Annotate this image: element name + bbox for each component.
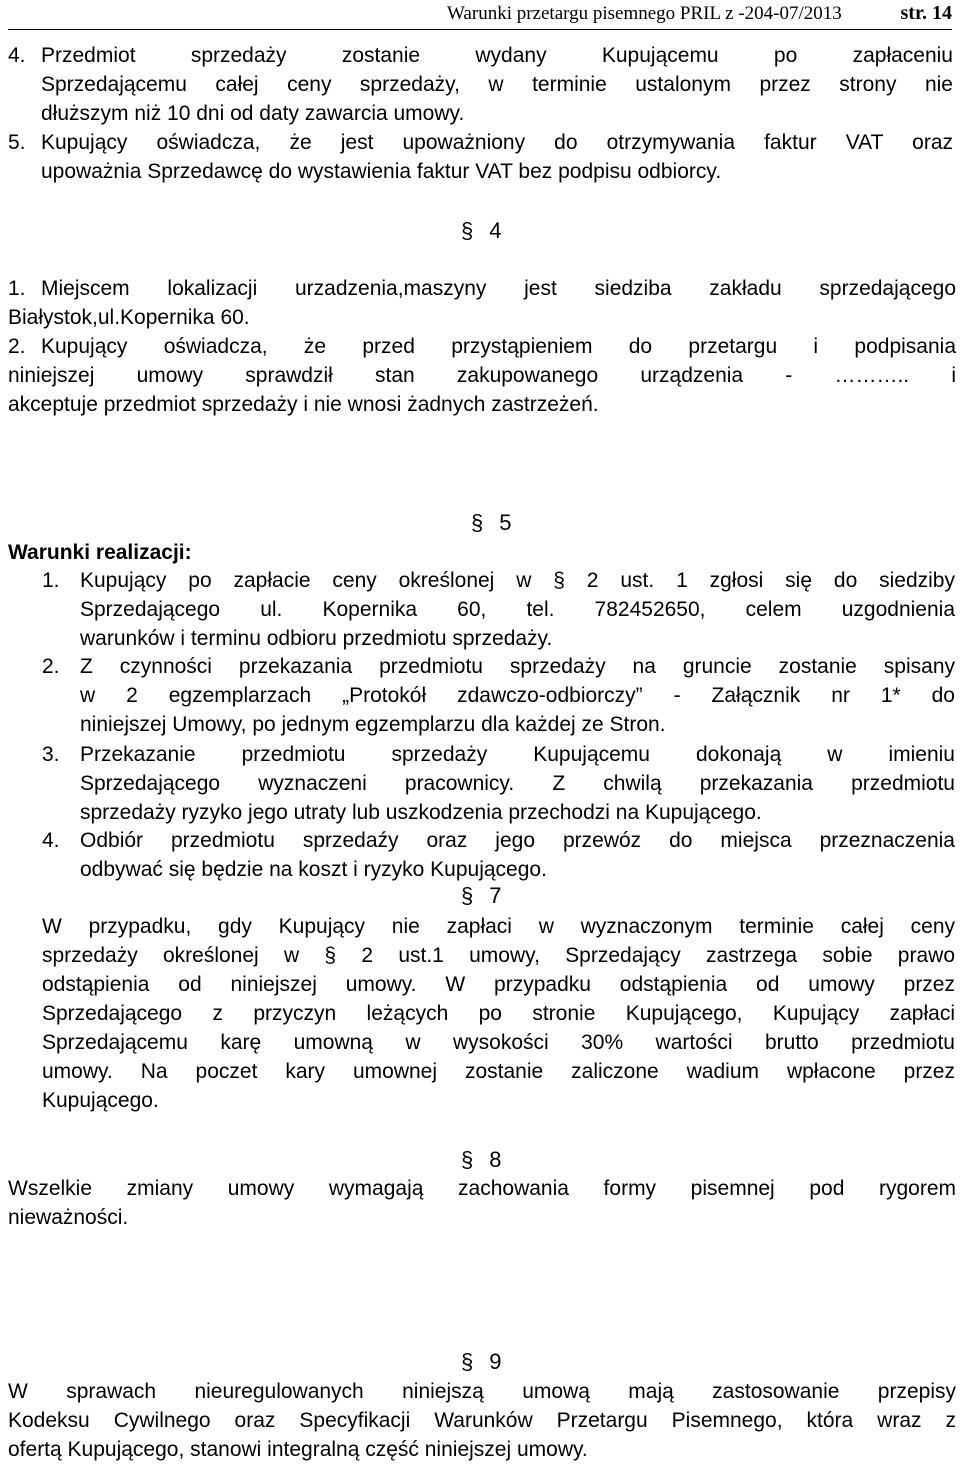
text-line: Kupujący oświadcza, że jest upoważniony do otrzymywania faktur VAT oraz (41, 131, 953, 154)
text-line: niniejszej umowy sprawdził stan zakupowanego urządzenia - ……….. i (8, 364, 956, 387)
text-line: akceptuje przedmiot sprzedaży i nie wnosi żadnych zastrzeżeń. (8, 393, 599, 416)
text-line: nieważności. (8, 1206, 129, 1229)
header-rule (8, 29, 952, 30)
text-line: Kodeksu Cywilnego oraz Specyfikacji Warunków Przetargu Pisemnego, która wraz z (8, 1409, 956, 1432)
section-heading-5 (471, 509, 512, 537)
section-symbol: § (471, 510, 484, 535)
section-heading-4 (461, 217, 502, 245)
text-line: Przedmiot sprzedaży zostanie wydany Kupującemu po zapłaceniu (41, 44, 953, 67)
text-line: W przypadku, gdy Kupujący nie zapłaci w wyznaczonym terminie całej ceny (42, 915, 955, 938)
text-line: Sprzedającego z przyczyn leżących po stronie Kupującego, Kupujący zapłaci (42, 1002, 955, 1025)
section-heading-8 (461, 1146, 502, 1174)
text-line: niniejszej Umowy, po jednym egzemplarzu dla każdej ze Stron. (80, 713, 666, 736)
text-line: ofertą Kupującego, stanowi integralną część niniejszej umowy. (8, 1438, 588, 1461)
section-symbol: § (461, 883, 474, 908)
section-number: 9 (489, 1349, 502, 1374)
text-line: Sprzedającemu karę umowną w wysokości 30% wartości brutto przedmiotu (42, 1031, 955, 1054)
text-line: Z czynności przekazania przedmiotu sprzedaży na gruncie zostanie spisany (80, 655, 955, 678)
text-line: Sprzedającego wyznaczeni pracownicy. Z chwilą przekazania przedmiotu (80, 772, 955, 795)
text-line: sprzedaży określonej w § 2 ust.1 umowy, Sprzedający zastrzega sobie prawo (42, 944, 955, 967)
item-number: 2. (42, 655, 60, 678)
item-number: 2. (8, 335, 26, 358)
running-header (0, 0, 952, 27)
section-number: 7 (489, 883, 502, 908)
text-line: Białystok,ul.Kopernika 60. (8, 306, 250, 329)
text-line: sprzedaży ryzyko jego utraty lub uszkodzenia przechodzi na Kupującego. (80, 801, 762, 824)
paragraph-s7 (42, 912, 955, 1115)
text-line: Kupujący po zapłacie ceny określonej w § 2 ust. 1 zgłosi się do siedziby (80, 569, 955, 592)
document-title: Warunki przetargu pisemnego PRIL z -204-07/2013 (447, 3, 842, 24)
text-line: w 2 egzemplarzach „Protokół zdawczo-odbiorczy” - Załącznik nr 1* do (80, 684, 955, 707)
text-line: umowy. Na poczet kary umownej zostanie zaliczone wadium wpłacone przez (42, 1060, 955, 1083)
section-number: 4 (489, 218, 502, 243)
paragraph-s9 (8, 1377, 956, 1464)
text-line: Wszelkie zmiany umowy wymagają zachowania formy pisemnej pod rygorem (8, 1177, 956, 1200)
text-line: dłuższym niż 10 dni od daty zawarcia umowy. (41, 102, 465, 125)
page-number: str. 14 (900, 2, 952, 24)
section-number: 8 (489, 1147, 502, 1172)
text-line: warunków i terminu odbioru przedmiotu sprzedaży. (80, 627, 553, 650)
text-line: W sprawach nieuregulowanych niniejszą umową mają zastosowanie przepisy (8, 1380, 956, 1403)
section-heading-7 (461, 882, 502, 910)
text-line: Przekazanie przedmiotu sprzedaży Kupującemu dokonają w imieniu (80, 743, 955, 766)
section-heading-9 (461, 1348, 502, 1376)
section-number: 5 (499, 510, 512, 535)
section-symbol: § (461, 1349, 474, 1374)
text-line: Sprzedającemu całej ceny sprzedaży, w terminie ustalonym przez strony nie (41, 73, 953, 96)
text-line: Odbiór przedmiotu sprzedaźy oraz jego przewóz do miejsca przeznaczenia (80, 829, 955, 852)
text-line: upoważnia Sprzedawcę do wystawienia faktur VAT bez podpisu odbiorcy. (41, 160, 722, 183)
text-line: Sprzedającego ul. Kopernika 60, tel. 782452650, celem uzgodnienia (80, 598, 955, 621)
paragraph-s8 (8, 1174, 956, 1232)
item-number: 1. (42, 569, 60, 592)
section-symbol: § (461, 218, 474, 243)
item-number: 4. (8, 44, 26, 67)
item-number: 4. (42, 829, 60, 852)
text-line: Kupujący oświadcza, że przed przystąpieniem do przetargu i podpisania (41, 335, 956, 358)
text-line: Miejscem lokalizacji urzadzenia,maszyny jest siedziba zakładu sprzedającego (41, 277, 956, 300)
text-line: odstąpienia od niniejszej umowy. W przypadku odstąpienia od umowy przez (42, 973, 955, 996)
item-number: 3. (42, 743, 60, 766)
item-number: 5. (8, 131, 26, 154)
text-line: Kupującego. (42, 1089, 159, 1112)
section-symbol: § (461, 1147, 474, 1172)
item-number: 1. (8, 277, 26, 300)
text-line: odbywać się będzie na koszt i ryzyko Kupującego. (80, 858, 547, 881)
section-5-heading: Warunki realizacji: (8, 541, 192, 564)
